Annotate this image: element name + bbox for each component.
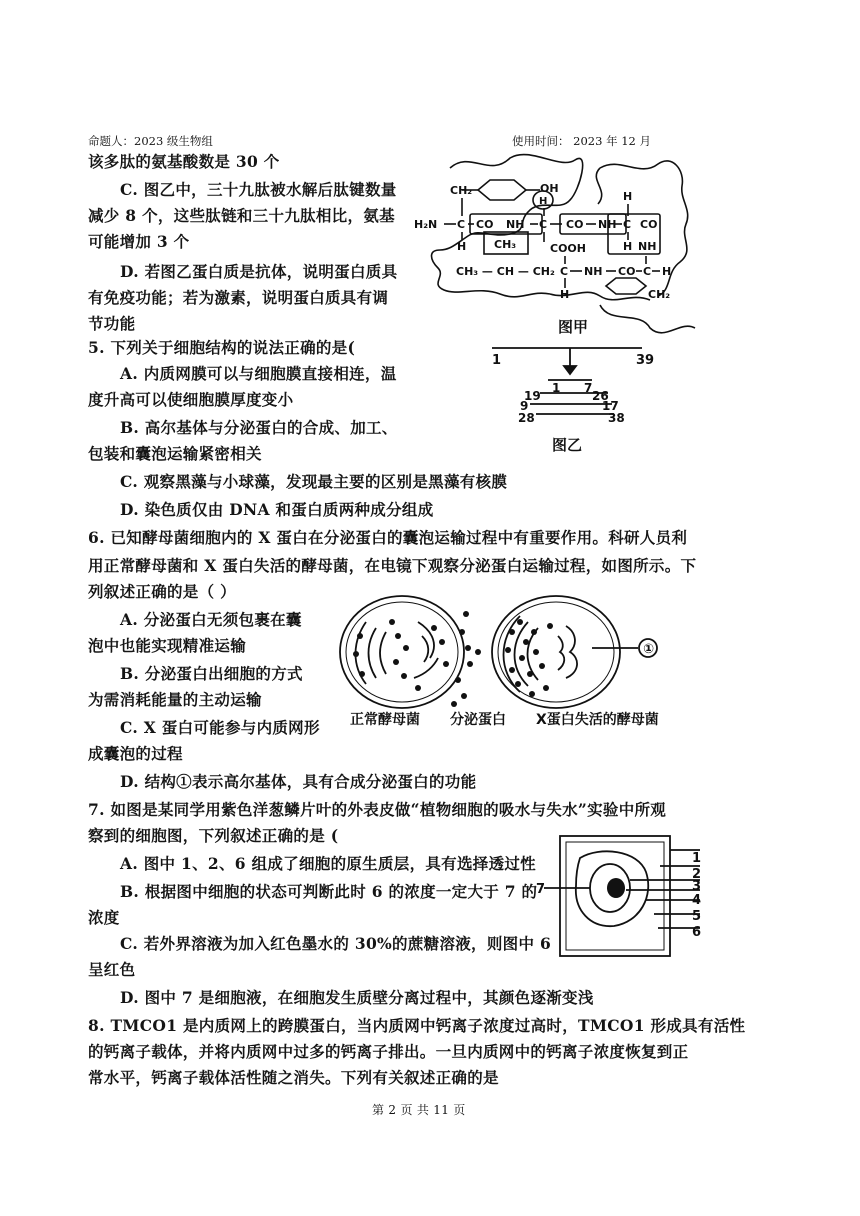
- jia-cooh: COOH: [550, 242, 586, 255]
- cell-label-1: 1: [692, 851, 702, 866]
- q6-option-a: A. 分泌蛋白无须包裹在囊: [120, 610, 302, 629]
- q6-option-a-line2: 泡中也能实现精准运输: [88, 636, 247, 655]
- q7-option-b: B. 根据图中细胞的状态可判断此时 6 的浓度一定大于 7 的: [120, 882, 538, 901]
- jia-c2: C: [539, 218, 548, 231]
- jia-h-bottom: H: [560, 288, 570, 301]
- q6-stem-line1: 6. 已知酵母菌细胞内的 X 蛋白在分泌蛋白的囊泡运输过程中有重要作用。科研人员利: [88, 528, 688, 547]
- jia-h3: H: [623, 240, 633, 253]
- jia-co1: CO: [476, 218, 494, 231]
- jia-h-end: H: [662, 265, 672, 278]
- q6-option-c-line2: 成囊泡的过程: [88, 744, 183, 763]
- jia-h1: H: [457, 240, 467, 253]
- q4-option-d-line3: 节功能: [88, 314, 136, 333]
- figure-label-normal: 正常酵母菌: [350, 712, 420, 728]
- cell-label-5: 5: [692, 909, 702, 924]
- jia-oh: OH: [540, 182, 559, 195]
- q7-option-c-line2: 呈红色: [88, 960, 136, 979]
- figure-plant-cell: [530, 826, 710, 966]
- q5-option-b: B. 高尔基体与分泌蛋白的合成、加工、: [120, 418, 398, 437]
- jia-co4: CO: [618, 265, 636, 278]
- jia-c1: C: [457, 218, 466, 231]
- q4-option-c-line3: 可能增加 3 个: [88, 232, 190, 251]
- header-author: 命题人：2023 级生物组: [88, 134, 213, 148]
- page-footer: 第 2 页 共 11 页: [372, 1103, 466, 1117]
- q7-stem-line2: 察到的细胞图，下列叙述正确的是 (: [88, 826, 339, 845]
- q5-option-b-line2: 包装和囊泡运输紧密相关: [88, 444, 262, 463]
- q6-stem-line3: 列叙述正确的是（ ）: [88, 582, 236, 601]
- q8-stem-line2: 的钙离子载体，并将内质网中过多的钙离子排出。一旦内质网中的钙离子浓度恢复到正: [88, 1042, 689, 1061]
- jia-nh1: NH: [506, 218, 525, 231]
- q6-option-d: D. 结构①表示高尔基体，具有合成分泌蛋白的功能: [120, 772, 477, 791]
- q4-option-d: D. 若图乙蛋白质是抗体，说明蛋白质具: [120, 262, 398, 281]
- yi-n19: 19: [524, 389, 541, 403]
- cell-label-3: 3: [692, 879, 702, 894]
- q4-option-d-line2: 有免疫功能；若为激素，说明蛋白质具有调: [88, 288, 389, 307]
- jia-ch2-right: CH₂: [648, 288, 671, 301]
- jia-c4: C: [560, 265, 569, 278]
- q5-option-d: D. 染色质仅由 DNA 和蛋白质两种成分组成: [120, 500, 434, 519]
- figure-mark-1: ①: [643, 642, 655, 657]
- figure-yi-peptide-diagram: [480, 340, 660, 460]
- yi-n1: 1: [552, 381, 561, 395]
- yi-n-start: 1: [492, 353, 502, 368]
- figure-jia-polypeptide: [410, 150, 700, 340]
- jia-nh2: NH: [598, 218, 617, 231]
- jia-c3: C: [623, 218, 632, 231]
- q7-option-c: C. 若外界溶液为加入红色墨水的 30%的蔗糖溶液，则图中 6: [120, 934, 552, 953]
- q7-option-d: D. 图中 7 是细胞液，在细胞发生质壁分离过程中，其颜色逐渐变浅: [120, 988, 594, 1007]
- q6-option-c: C. X 蛋白可能参与内质网形: [120, 718, 320, 737]
- q4-option-c-line2: 减少 8 个，这些肽链和三十九肽相比，氨基: [88, 206, 395, 225]
- q8-stem-line1: 8. TMCO1 是内质网上的跨膜蛋白，当内质网中钙离子浓度过高时，TMCO1 形成具有活性: [88, 1016, 746, 1035]
- jia-h2: H: [623, 190, 633, 203]
- q5-option-a-line2: 度升高可以使细胞膜厚度变小: [88, 390, 294, 409]
- yi-n9: 9: [520, 399, 529, 413]
- q7-option-b-line2: 浓度: [88, 908, 120, 927]
- q5-option-c: C. 观察黑藻与小球藻，发现最主要的区别是黑藻有核膜: [120, 472, 508, 491]
- figure-label-protein: 分泌蛋白: [450, 712, 506, 728]
- q5-stem: 5. 下列关于细胞结构的说法正确的是(: [88, 338, 356, 357]
- yi-n26: 26: [592, 389, 609, 403]
- cell-label-4: 4: [692, 893, 702, 908]
- q5-option-a: A. 内质网膜可以与细胞膜直接相连，温: [120, 364, 397, 383]
- q7-option-a: A. 图中 1、2、6 组成了细胞的原生质层，具有选择透过性: [120, 854, 536, 873]
- jia-c5: C: [643, 265, 652, 278]
- yi-n28: 28: [518, 411, 535, 425]
- figure-label-x-inactive: X蛋白失活的酵母菌: [536, 712, 659, 728]
- figure-yi-caption: 图乙: [552, 436, 583, 454]
- jia-ch2-top: CH₂: [450, 184, 473, 197]
- cell-label-6: 6: [692, 925, 702, 940]
- jia-ch3: CH₃: [494, 238, 517, 251]
- jia-nh-right: NH: [638, 240, 657, 253]
- q6-option-b: B. 分泌蛋白出细胞的方式: [120, 664, 303, 683]
- jia-co3: CO: [640, 218, 658, 231]
- jia-h2n: H₂N: [414, 218, 438, 231]
- yi-n-end: 39: [636, 353, 655, 368]
- q6-stem-line2: 用正常酵母菌和 X 蛋白失活的酵母菌，在电镜下观察分泌蛋白运输过程，如图所示。下: [88, 556, 697, 575]
- q6-option-b-line2: 为需消耗能量的主动运输: [88, 690, 262, 709]
- jia-co2: CO: [566, 218, 584, 231]
- header-date: 使用时间： 2023 年 12 月: [512, 134, 652, 148]
- yi-n7: 7: [584, 381, 593, 395]
- yi-n17: 17: [602, 399, 619, 413]
- yi-n38: 38: [608, 411, 625, 425]
- jia-h-circle: H: [539, 196, 548, 207]
- cell-label-7: 7: [536, 882, 546, 897]
- jia-nh3: NH: [584, 265, 603, 278]
- cell-label-2: 2: [692, 867, 702, 882]
- q8-stem-line3: 常水平，钙离子载体活性随之消失。下列有关叙述正确的是: [88, 1068, 499, 1087]
- q4-line: 该多肽的氨基酸数是 30 个: [88, 152, 280, 171]
- figure-yeast-cells: [330, 592, 690, 740]
- q7-stem-line1: 7. 如图是某同学用紫色洋葱鳞片叶的外表皮做“植物细胞的吸水与失水”实验中所观: [88, 800, 667, 819]
- figure-jia-caption: 图甲: [558, 318, 589, 336]
- jia-row3: CH₃ — CH — CH₂: [456, 265, 555, 278]
- q4-option-c: C. 图乙中，三十九肽被水解后肽键数量: [120, 180, 397, 199]
